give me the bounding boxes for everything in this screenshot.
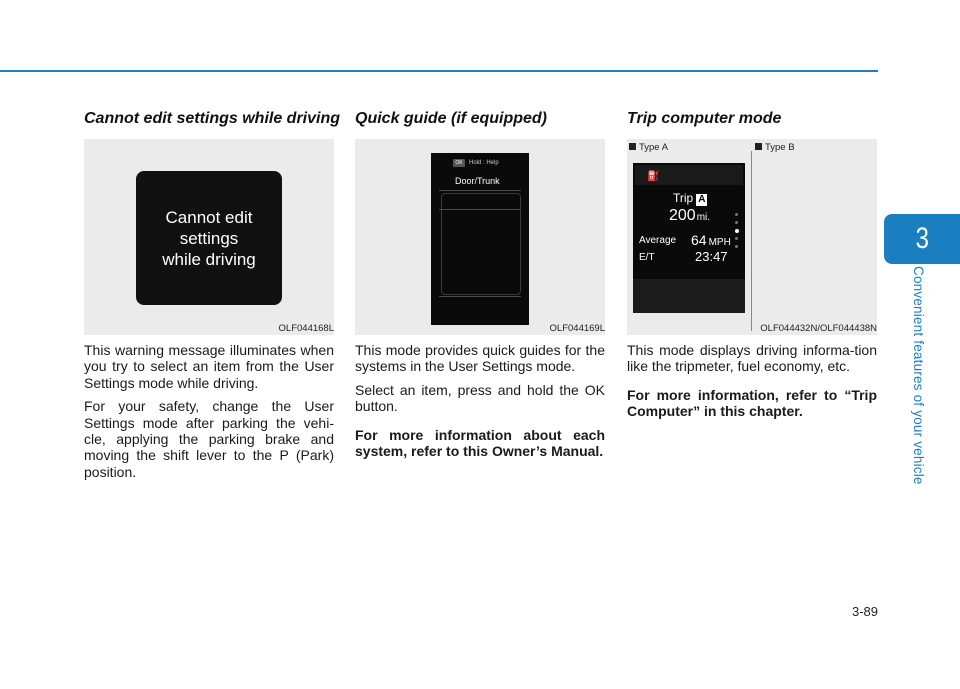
warning-display: [136, 171, 282, 305]
section-heading: Quick guide (if equipped): [355, 110, 547, 127]
figure-trip-computer: [627, 139, 877, 335]
section-body: [627, 342, 877, 427]
bullet-square-icon: [629, 143, 636, 150]
average-label: Average: [639, 235, 677, 246]
page-indicator-dot: [735, 221, 738, 224]
trip-label: Trip A: [673, 191, 706, 205]
trip-letter: A: [698, 194, 706, 205]
screen-title: Door/Trunk: [455, 176, 500, 186]
divider: [439, 190, 521, 191]
ok-badge: OK: [453, 159, 465, 167]
note: For more information, refer to “Trip Computer” in this chapter.: [627, 386, 877, 420]
page-indicator-dot: [735, 237, 738, 240]
section-body: [84, 342, 334, 487]
trip-distance: 200mi.: [669, 207, 711, 224]
type-divider: [751, 151, 752, 331]
elapsed-time-label: E/T: [639, 252, 655, 263]
header-rule: [0, 70, 878, 72]
bullet-square-icon: [755, 143, 762, 150]
warning-line: Cannot edit: [165, 207, 253, 227]
figure-quick-guide: [355, 139, 605, 335]
page-indicator-dot: [735, 245, 738, 248]
chapter-tab: [884, 214, 960, 264]
section-heading: Trip computer mode: [627, 110, 782, 127]
section-heading: Cannot edit settings while driving: [84, 110, 341, 127]
hold-help-text: Hold : Help: [469, 160, 499, 166]
chapter-title: Convenient features of your vehicle: [911, 266, 926, 485]
quick-guide-display: [431, 153, 529, 325]
paragraph: Select an item, press and hold the OK button.: [355, 381, 605, 415]
bottom-bar: [633, 279, 745, 313]
average-value: 64 MPH: [691, 232, 731, 248]
divider: [439, 209, 521, 210]
type-b-label: Type B: [755, 142, 795, 153]
warning-line: while driving: [162, 249, 256, 269]
type-a-label: Type A: [629, 142, 668, 153]
paragraph: For your safety, change the User Settings mode after parking the vehi-cle, applying the parking brake and moving the shift lever to the P (Park) position.: [84, 398, 334, 480]
figure-code: OLF044432N/OLF044438N: [760, 323, 877, 334]
chapter-number: 3: [915, 222, 929, 255]
figure-code: OLF044168L: [278, 323, 334, 334]
note: For more information about each system, refer to this Owner’s Manual.: [355, 426, 605, 460]
trip-computer-display: [633, 163, 745, 313]
figure-code: OLF044169L: [549, 323, 605, 334]
section-body: [355, 342, 605, 466]
paragraph: This warning message illuminates when you try to select an item from the User Settings mode while driving.: [84, 342, 334, 391]
divider: [439, 296, 521, 297]
section-quick-guide: [355, 110, 605, 460]
fuel-pump-icon: ⛽: [647, 171, 660, 182]
page-indicator-dot-active: [735, 229, 739, 233]
section-cannot-edit: [84, 110, 341, 480]
figure-cannot-edit: [84, 139, 334, 335]
page-number: 3-89: [851, 604, 878, 619]
page-indicator-dot: [735, 213, 738, 216]
paragraph: This mode displays driving informa-tion like the tripmeter, fuel economy, etc.: [627, 342, 877, 375]
warning-line: settings: [179, 228, 239, 248]
paragraph: This mode provides quick guides for the systems in the User Settings mode.: [355, 342, 605, 375]
elapsed-time-value: 23:47: [695, 249, 728, 264]
section-trip-computer: [627, 110, 877, 420]
